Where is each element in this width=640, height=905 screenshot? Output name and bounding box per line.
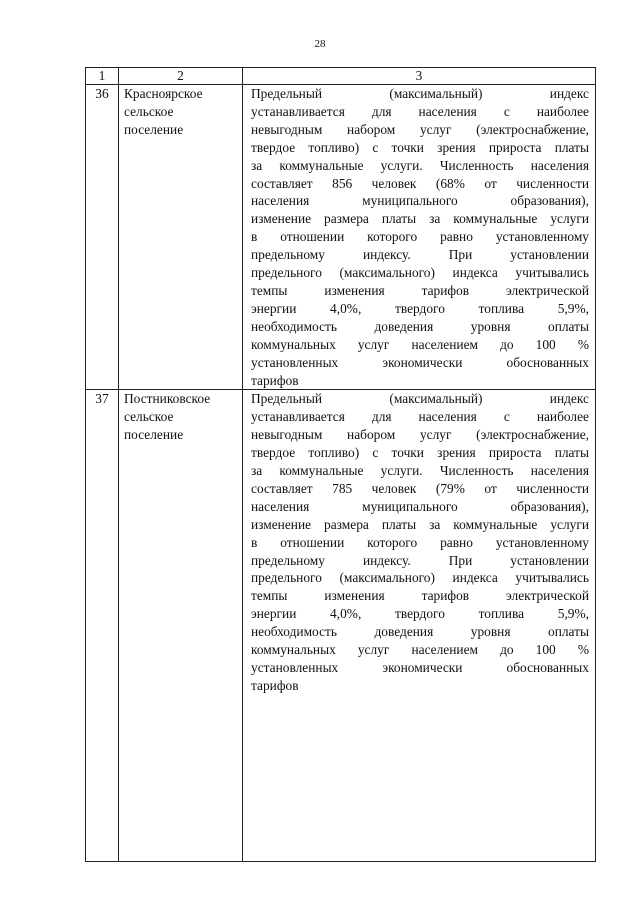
column-header-2: 2 [119, 68, 243, 85]
table-row [86, 390, 596, 862]
description-line: энергии 4,0%, твердого топлива 5,9%, [251, 606, 589, 622]
description-line: твердое топливо) с точки зрения прироста платы [251, 445, 589, 461]
description-line: темпы изменения тарифов электрической [251, 282, 589, 298]
description-line: невыгодным набором услуг (электроснабжение, [251, 427, 589, 443]
description-line: Предельный (максимальный) индекс [251, 391, 589, 407]
settlement-name-line: Красноярское [124, 86, 203, 101]
row-number: 36 [86, 85, 119, 390]
column-header-1: 1 [86, 68, 119, 85]
description-line: твердое топливо) с точки зрения прироста платы [251, 139, 589, 155]
description-line: установленных экономически обоснованных [251, 354, 589, 370]
description-line: за коммунальные услуги. Численность населения [251, 463, 589, 479]
description-line: изменение размера платы за коммунальные услуги [251, 211, 589, 227]
description-line: необходимость доведения уровня оплаты [251, 318, 589, 334]
description-line: предельного (максимального) индекса учитывались [251, 265, 589, 281]
description-line: составляет 785 человек (79% от численности [251, 480, 589, 496]
description-line: в отношении которого равно установленному [251, 229, 589, 245]
page-number: 28 [314, 38, 326, 50]
description-line: невыгодным набором услуг (электроснабжение, [251, 121, 589, 137]
description-line: установленных экономически обоснованных [251, 660, 589, 675]
description-line: изменение размера платы за коммунальные услуги [251, 516, 589, 532]
description-line: населения муниципального образования), [251, 193, 589, 209]
column-header-3: 3 [243, 68, 596, 85]
description-line: тарифов [251, 372, 299, 388]
description-line: необходимость доведения уровня оплаты [251, 624, 589, 640]
row-number: 37 [86, 390, 119, 862]
settlement-name-line: сельское [124, 409, 174, 425]
settlement-name [119, 85, 243, 390]
description-line: коммунальных услуг населением до 100 % [251, 336, 589, 352]
description-line: за коммунальные услуги. Численность населения [251, 157, 589, 173]
description-line: составляет 856 человек (68% от численности [251, 175, 589, 191]
settlement-name-line: поселение [124, 427, 184, 443]
description-line: темпы изменения тарифов электрической [251, 588, 589, 604]
description-line: устанавливается для населения с наиболее [251, 103, 589, 119]
description-line: населения муниципального образования), [251, 498, 589, 514]
settlement-name [119, 390, 243, 862]
description-line: устанавливается для населения с наиболее [251, 409, 589, 425]
settlement-name-line: поселение [124, 121, 184, 137]
settlement-name-line: Постниковское [124, 391, 211, 407]
index-description [243, 390, 596, 862]
table-header-row [86, 68, 596, 85]
description-line: коммунальных услуг населением до 100 % [251, 642, 589, 658]
description-line: энергии 4,0%, твердого топлива 5,9%, [251, 300, 589, 316]
description-line: предельному индексу. При установлении [251, 552, 589, 568]
description-line: предельному индексу. При установлении [251, 247, 589, 263]
description-line: в отношении которого равно установленному [251, 534, 589, 550]
table-row [86, 85, 596, 390]
tariff-index-table [85, 67, 596, 862]
description-line: предельного (максимального) индекса учитывались [251, 570, 589, 586]
description-line: Предельный (максимальный) индекс [251, 86, 589, 101]
index-description [243, 85, 596, 390]
description-line: тарифов [251, 677, 299, 693]
settlement-name-line: сельское [124, 103, 174, 119]
